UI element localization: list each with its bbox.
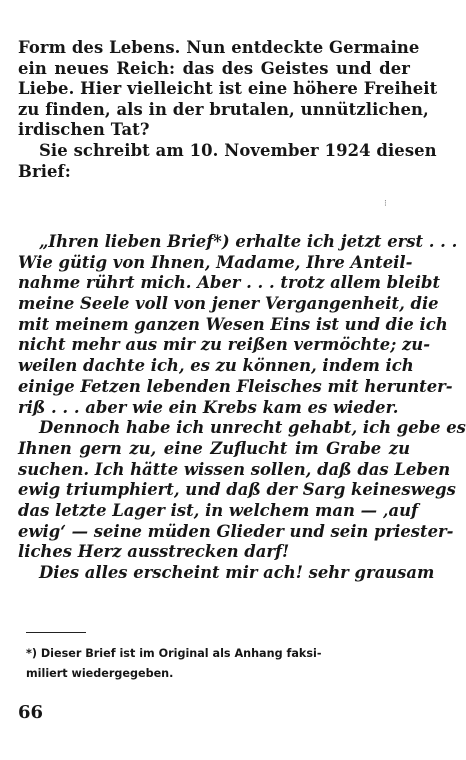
footnote-line: *) Dieser Brief ist im Original als Anhang faksi- <box>26 647 322 660</box>
text-line: mit meinem ganzen Wesen Eins ist und die ich <box>18 314 448 334</box>
text-line: nahme rührt mich. Aber . . . trotz allem bleibt <box>18 273 441 293</box>
footnote-line: miliert wiedergegeben. <box>26 667 174 680</box>
text-line: riß . . . aber wie ein Krebs kam es wieder. <box>18 397 399 417</box>
footnote <box>26 644 408 684</box>
letter-quote <box>18 232 466 584</box>
intro-paragraph <box>18 38 438 182</box>
text-line: Wie gütig von Ihnen, Madame, Ihre Anteil- <box>18 252 413 272</box>
text-line: „Ihren lieben Brief*) erhalte ich jetzt erst . . . <box>39 232 458 251</box>
text-line: Dies alles erscheint mir ach! sehr grausam <box>39 563 435 582</box>
page-number: 66 <box>18 702 44 723</box>
text-line: ewig triumphiert, und daß der Sarg keineswegs <box>18 480 456 500</box>
text-line: weilen dachte ich, es zu können, indem ich <box>18 356 414 376</box>
text-line: Dennoch habe ich unrecht gehabt, ich gebe es <box>39 418 466 438</box>
text-line: Liebe. Hier vielleicht ist eine höhere Freiheit <box>18 79 438 99</box>
text-line: Sie schreibt am 10. November 1924 diesen <box>39 140 437 160</box>
text-line: ewig‘ — seine müden Glieder und sein priester- <box>18 521 454 541</box>
text-line: Brief: <box>18 161 71 181</box>
text-line: liches Herz ausstrecken darf! <box>18 542 290 562</box>
text-line: einige Fetzen lebenden Fleisches mit herunter- <box>18 376 453 396</box>
text-line: irdischen Tat? <box>18 120 150 140</box>
stray-mark: ⁝ <box>384 199 387 209</box>
text-line: Ihnen gern zu, eine Zuflucht im Grabe zu <box>18 438 410 458</box>
text-line: suchen. Ich hätte wissen sollen, daß das Leben <box>18 459 451 479</box>
text-line: meine Seele voll von jener Vergangenheit, die <box>18 294 439 314</box>
text-line: Form des Lebens. Nun entdeckte Germaine <box>18 38 420 57</box>
text-line: zu finden, als in der brutalen, unnützlichen, <box>18 99 429 119</box>
text-line: das letzte Lager ist, in welchem man — ‚auf <box>18 500 419 520</box>
text-line: nicht mehr aus mir zu reißen vermöchte; zu- <box>18 335 430 355</box>
footnote-rule <box>26 632 86 633</box>
text-line: ein neues Reich: das des Geistes und der <box>18 58 410 78</box>
